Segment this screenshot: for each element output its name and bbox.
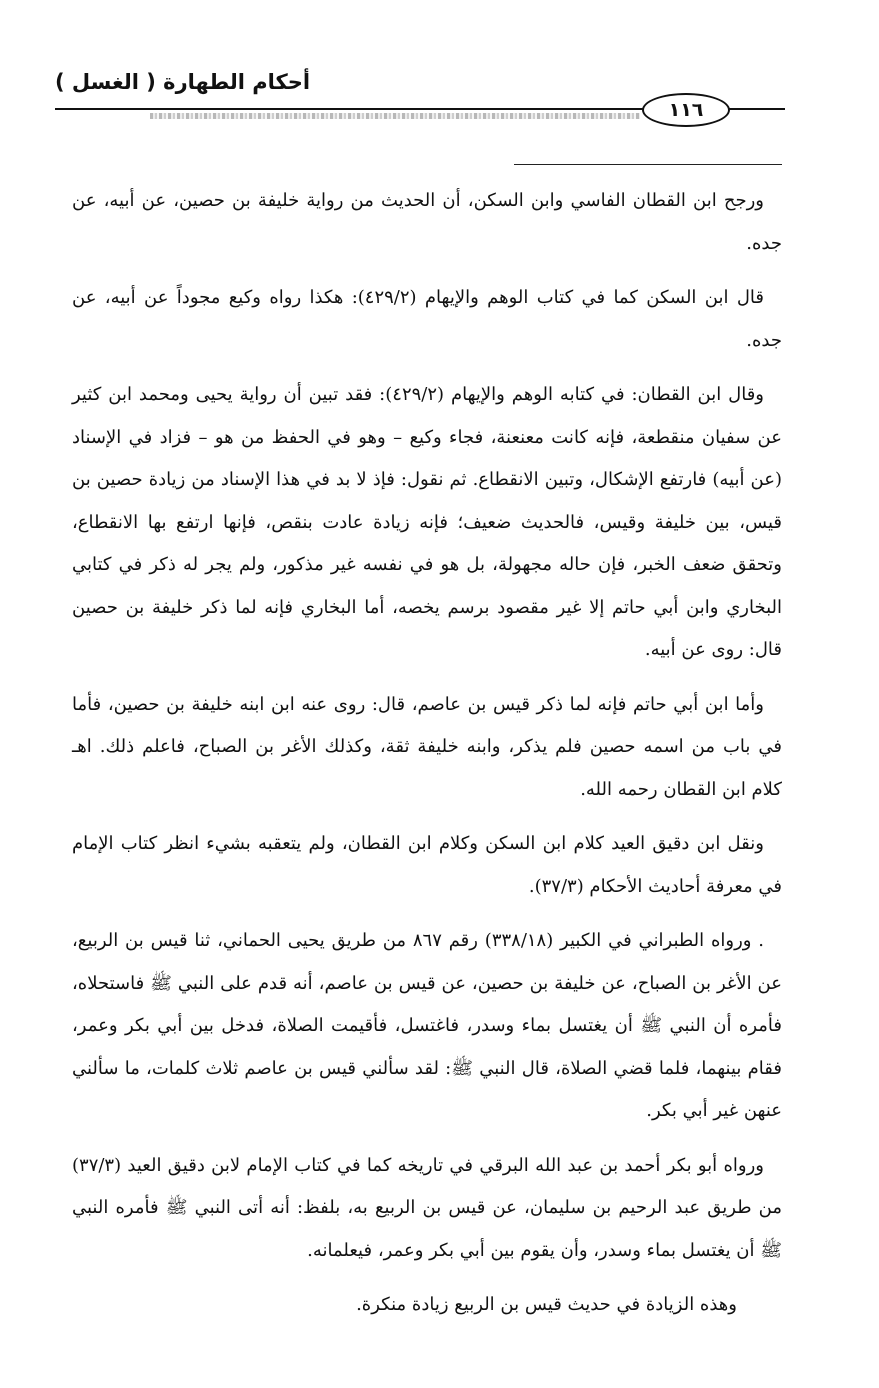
paragraph: وهذه الزيادة في حديث قيس بن الربيع زيادة منكرة. (356, 1294, 737, 1315)
paragraph: وأما ابن أبي حاتم فإنه لما ذكر قيس بن عاصم، قال: روى عنه ابن ابنه خليفة بن حصين، فأما في باب من اسمه حصين فلم يذكر، وابنه خليفة ثقة، وكذلك الأغر بن الصباح، فاعلم ذلك. اهـ كلام ابن القطان رحمه الله. (72, 693, 782, 800)
header-ornament (150, 113, 640, 119)
page-body (72, 180, 782, 1339)
paragraph: قال ابن السكن كما في كتاب الوهم والإيهام (٤٢٩/٢): هكذا رواه وكيع مجوداً عن أبيه، عن جده. (72, 287, 782, 351)
paragraph: ورواه أبو بكر أحمد بن عبد الله البرقي في تاريخه كما في كتاب الإمام لابن دقيق العيد (٣٧/٣) من طريق عبد الرحيم بن سليمان، عن قيس بن الربيع به، بلفظ: أنه أتى النبي ﷺ فأمره النبي ﷺ أن يغتسل بماء وسدر، وأن يقوم بين أبي بكر وعمر، فيعلمانه. (72, 1154, 782, 1261)
paragraph: وقال ابن القطان: في كتابه الوهم والإيهام (٤٢٩/٢): فقد تبين أن رواية يحيى ومحمد ابن كثير عن سفيان منقطعة، فإنه كانت معنعنة، فجاء وكيع – وهو في الحفظ من هو – فزاد في الإسناد (عن أبيه) فارتفع الإشكال، وتبين الانقطاع. ثم نقول: فإذ لا بد في هذا الإسناد من زيادة حصين بن قيس، بين خليفة وقيس، فالحديث ضعيف؛ فإنه زيادة عادت بنقص، فإنها ارتفع بها الانقطاع، وتحقق ضعف الخبر، فإن حاله مجهولة، بل هو في نفسه غير مذكور، ولم يجر له ذكر في كتابي البخاري وابن أبي حاتم إلا غير مقصود برسم يخصه، أما البخاري فإنه لما ذكر خليفة بن حصين قال: روى عن أبيه. (72, 384, 783, 660)
footnote-separator (514, 164, 782, 165)
book-title: أحكام الطهارة ( الغسل ) (55, 70, 311, 94)
page-number: ١١٦ (642, 93, 730, 127)
paragraph: ورجح ابن القطان الفاسي وابن السكن، أن الحديث من رواية خليفة بن حصين، عن أبيه، عن جده. (72, 190, 782, 254)
paragraph: ونقل ابن دقيق العيد كلام ابن السكن وكلام ابن القطان، ولم يتعقبه بشيء انظر كتاب الإمام في معرفة أحاديث الأحكام (٣٧/٣). (72, 833, 782, 897)
paragraph: . ورواه الطبراني في الكبير (٣٣٨/١٨) رقم ٨٦٧ من طريق يحيى الحماني، ثنا قيس بن الربيع، عن الأغر بن الصباح، عن خليفة بن حصين، عن قيس بن عاصم، أنه قدم على النبي ﷺ فاستحلاه، فأمره أن النبي ﷺ أن يغتسل بماء وسدر، فاغتسل، فأقيمت الصلاة، فدخل بين أبي بكر وعمر، فقام بينهما، فلما قضي الصلاة، قال النبي ﷺ: لقد سألني قيس بن عاصم ثلاث كلمات، ما سألني عنهن غير أبي بكر. (72, 930, 782, 1121)
